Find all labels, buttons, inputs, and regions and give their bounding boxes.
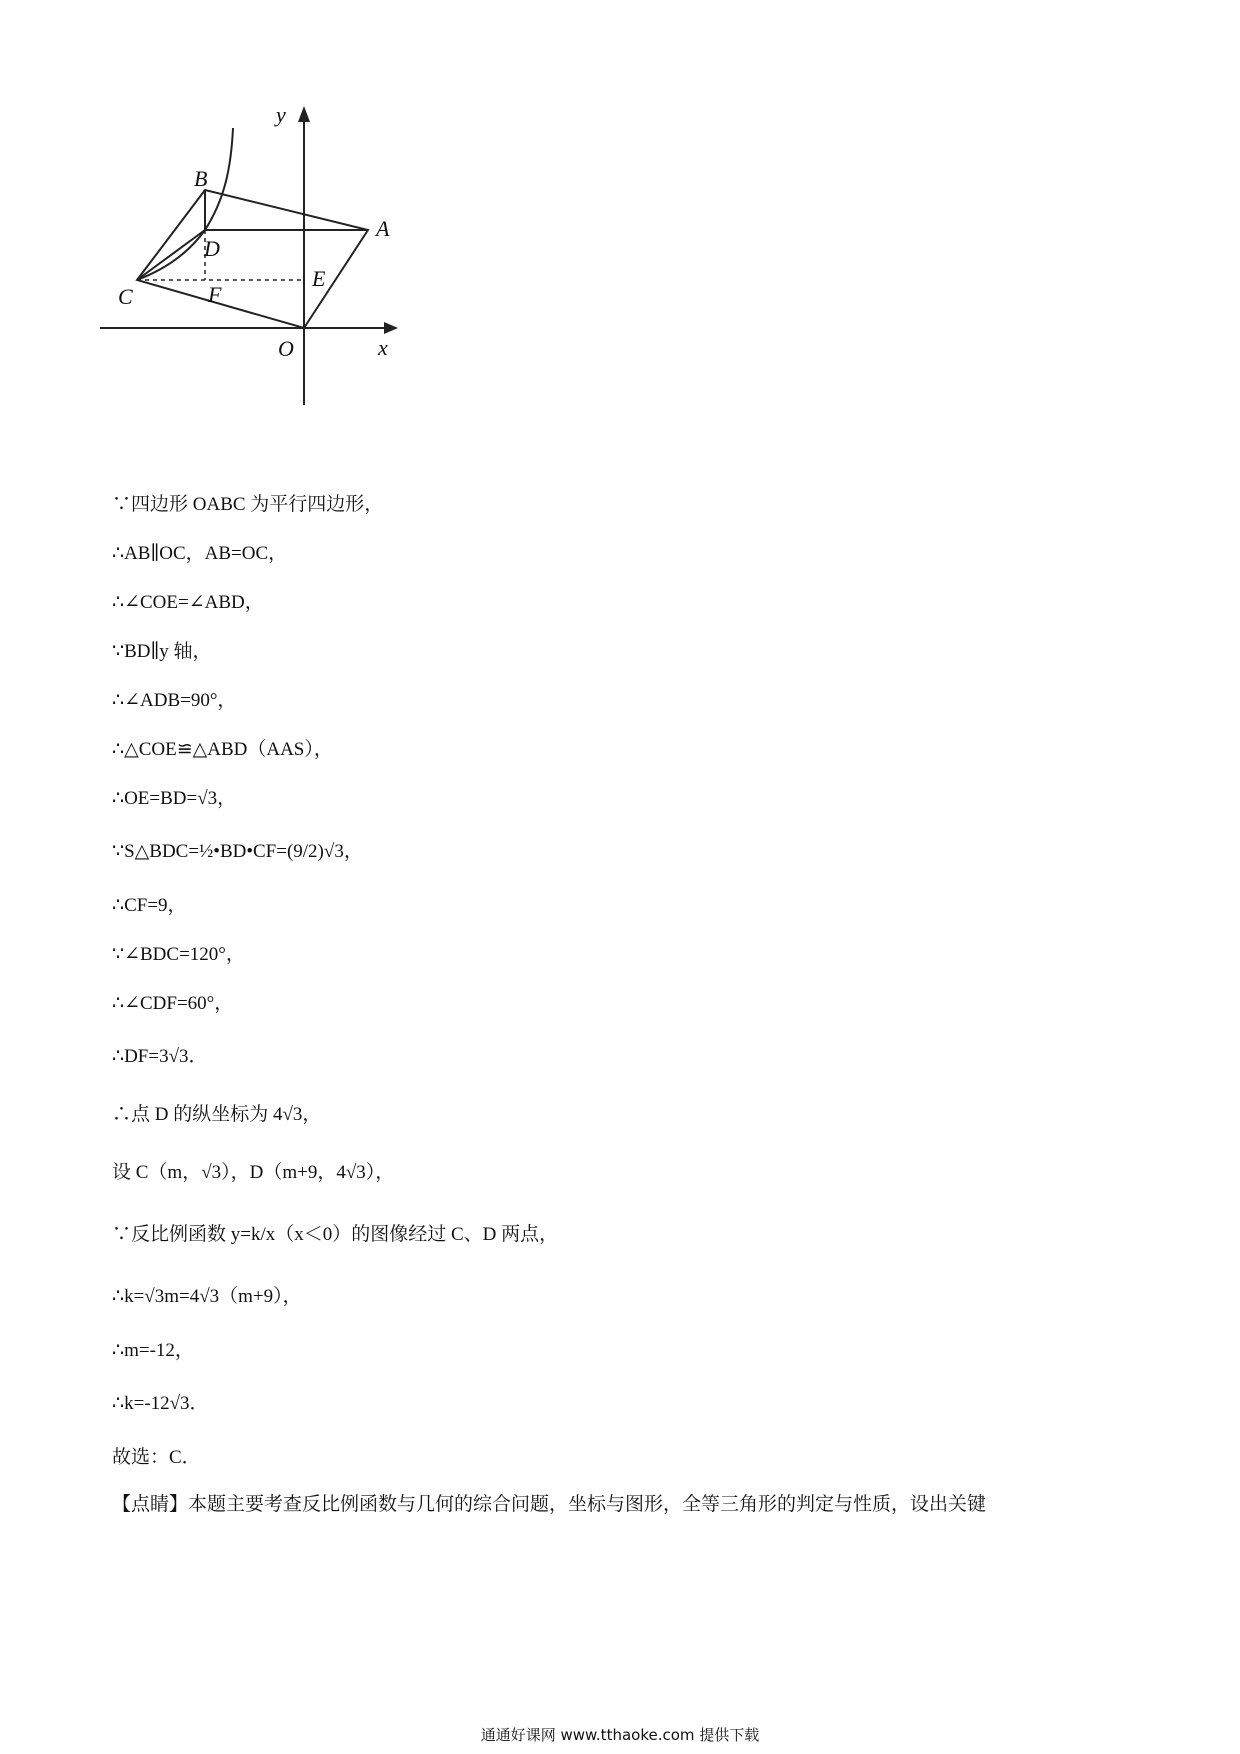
solution-line: ∴点 D 的纵坐标为 4√3， [112, 1104, 322, 1125]
solution-line: 故选：C． [112, 1447, 201, 1468]
point-f-label: F [208, 282, 222, 307]
origin-label: O [278, 336, 294, 361]
point-b-label: B [194, 166, 208, 191]
solution-line: ∴∠CDF=60°， [112, 993, 234, 1014]
solution-line: ∴AB∥OC，AB=OC， [112, 543, 288, 564]
point-c-label: C [118, 284, 133, 309]
parallelogram-oabc [137, 190, 368, 328]
point-d-label: D [204, 236, 220, 261]
x-axis-arrow [384, 322, 398, 334]
coordinate-diagram [100, 100, 460, 470]
solution-line: ∵四边形 OABC 为平行四边形， [112, 494, 384, 515]
solution-line: ∴m=-12， [112, 1340, 194, 1361]
segment-cd [137, 230, 205, 280]
solution-line: ∴k=√3m=4√3（m+9）， [112, 1286, 302, 1307]
solution-line: ∴DF=3√3． [112, 1046, 208, 1067]
solution-line: ∴∠ADB=90°， [112, 690, 237, 711]
geometry-figure [100, 100, 460, 470]
point-e-label: E [312, 266, 326, 291]
solution-line: 设 C（m，√3），D（m+9，4√3）， [112, 1162, 395, 1183]
solution-line: ∴△COE≌△ABD（AAS）， [112, 739, 333, 760]
y-axis-arrow [298, 106, 310, 122]
x-axis-label: x [378, 335, 388, 360]
y-axis-label: y [276, 102, 286, 127]
solution-steps [112, 480, 1152, 1520]
solution-line: ∴k=-12√3． [112, 1393, 209, 1414]
solution-line: ∴CF=9， [112, 895, 187, 916]
solution-line: ∴∠COE=∠ABD， [112, 592, 264, 613]
solution-line: ∵∠BDC=120°， [112, 944, 245, 965]
solution-line: ∵S△BDC=½•BD•CF=(9/2)√3， [112, 841, 363, 862]
point-a-label: A [376, 216, 390, 241]
solution-line: ∵反比例函数 y=k/x（x＜0）的图像经过 C、D 两点， [112, 1224, 559, 1245]
solution-line: ∴OE=BD=√3， [112, 788, 237, 809]
solution-line: ∵BD∥y 轴， [112, 641, 212, 662]
comment-line: 【点睛】本题主要考查反比例函数与几何的综合问题，坐标与图形，全等三角形的判定与性质，设出关键 [112, 1494, 987, 1515]
page-footer: 通通好课网 www.tthaoke.com 提供下载 [480, 1726, 760, 1744]
